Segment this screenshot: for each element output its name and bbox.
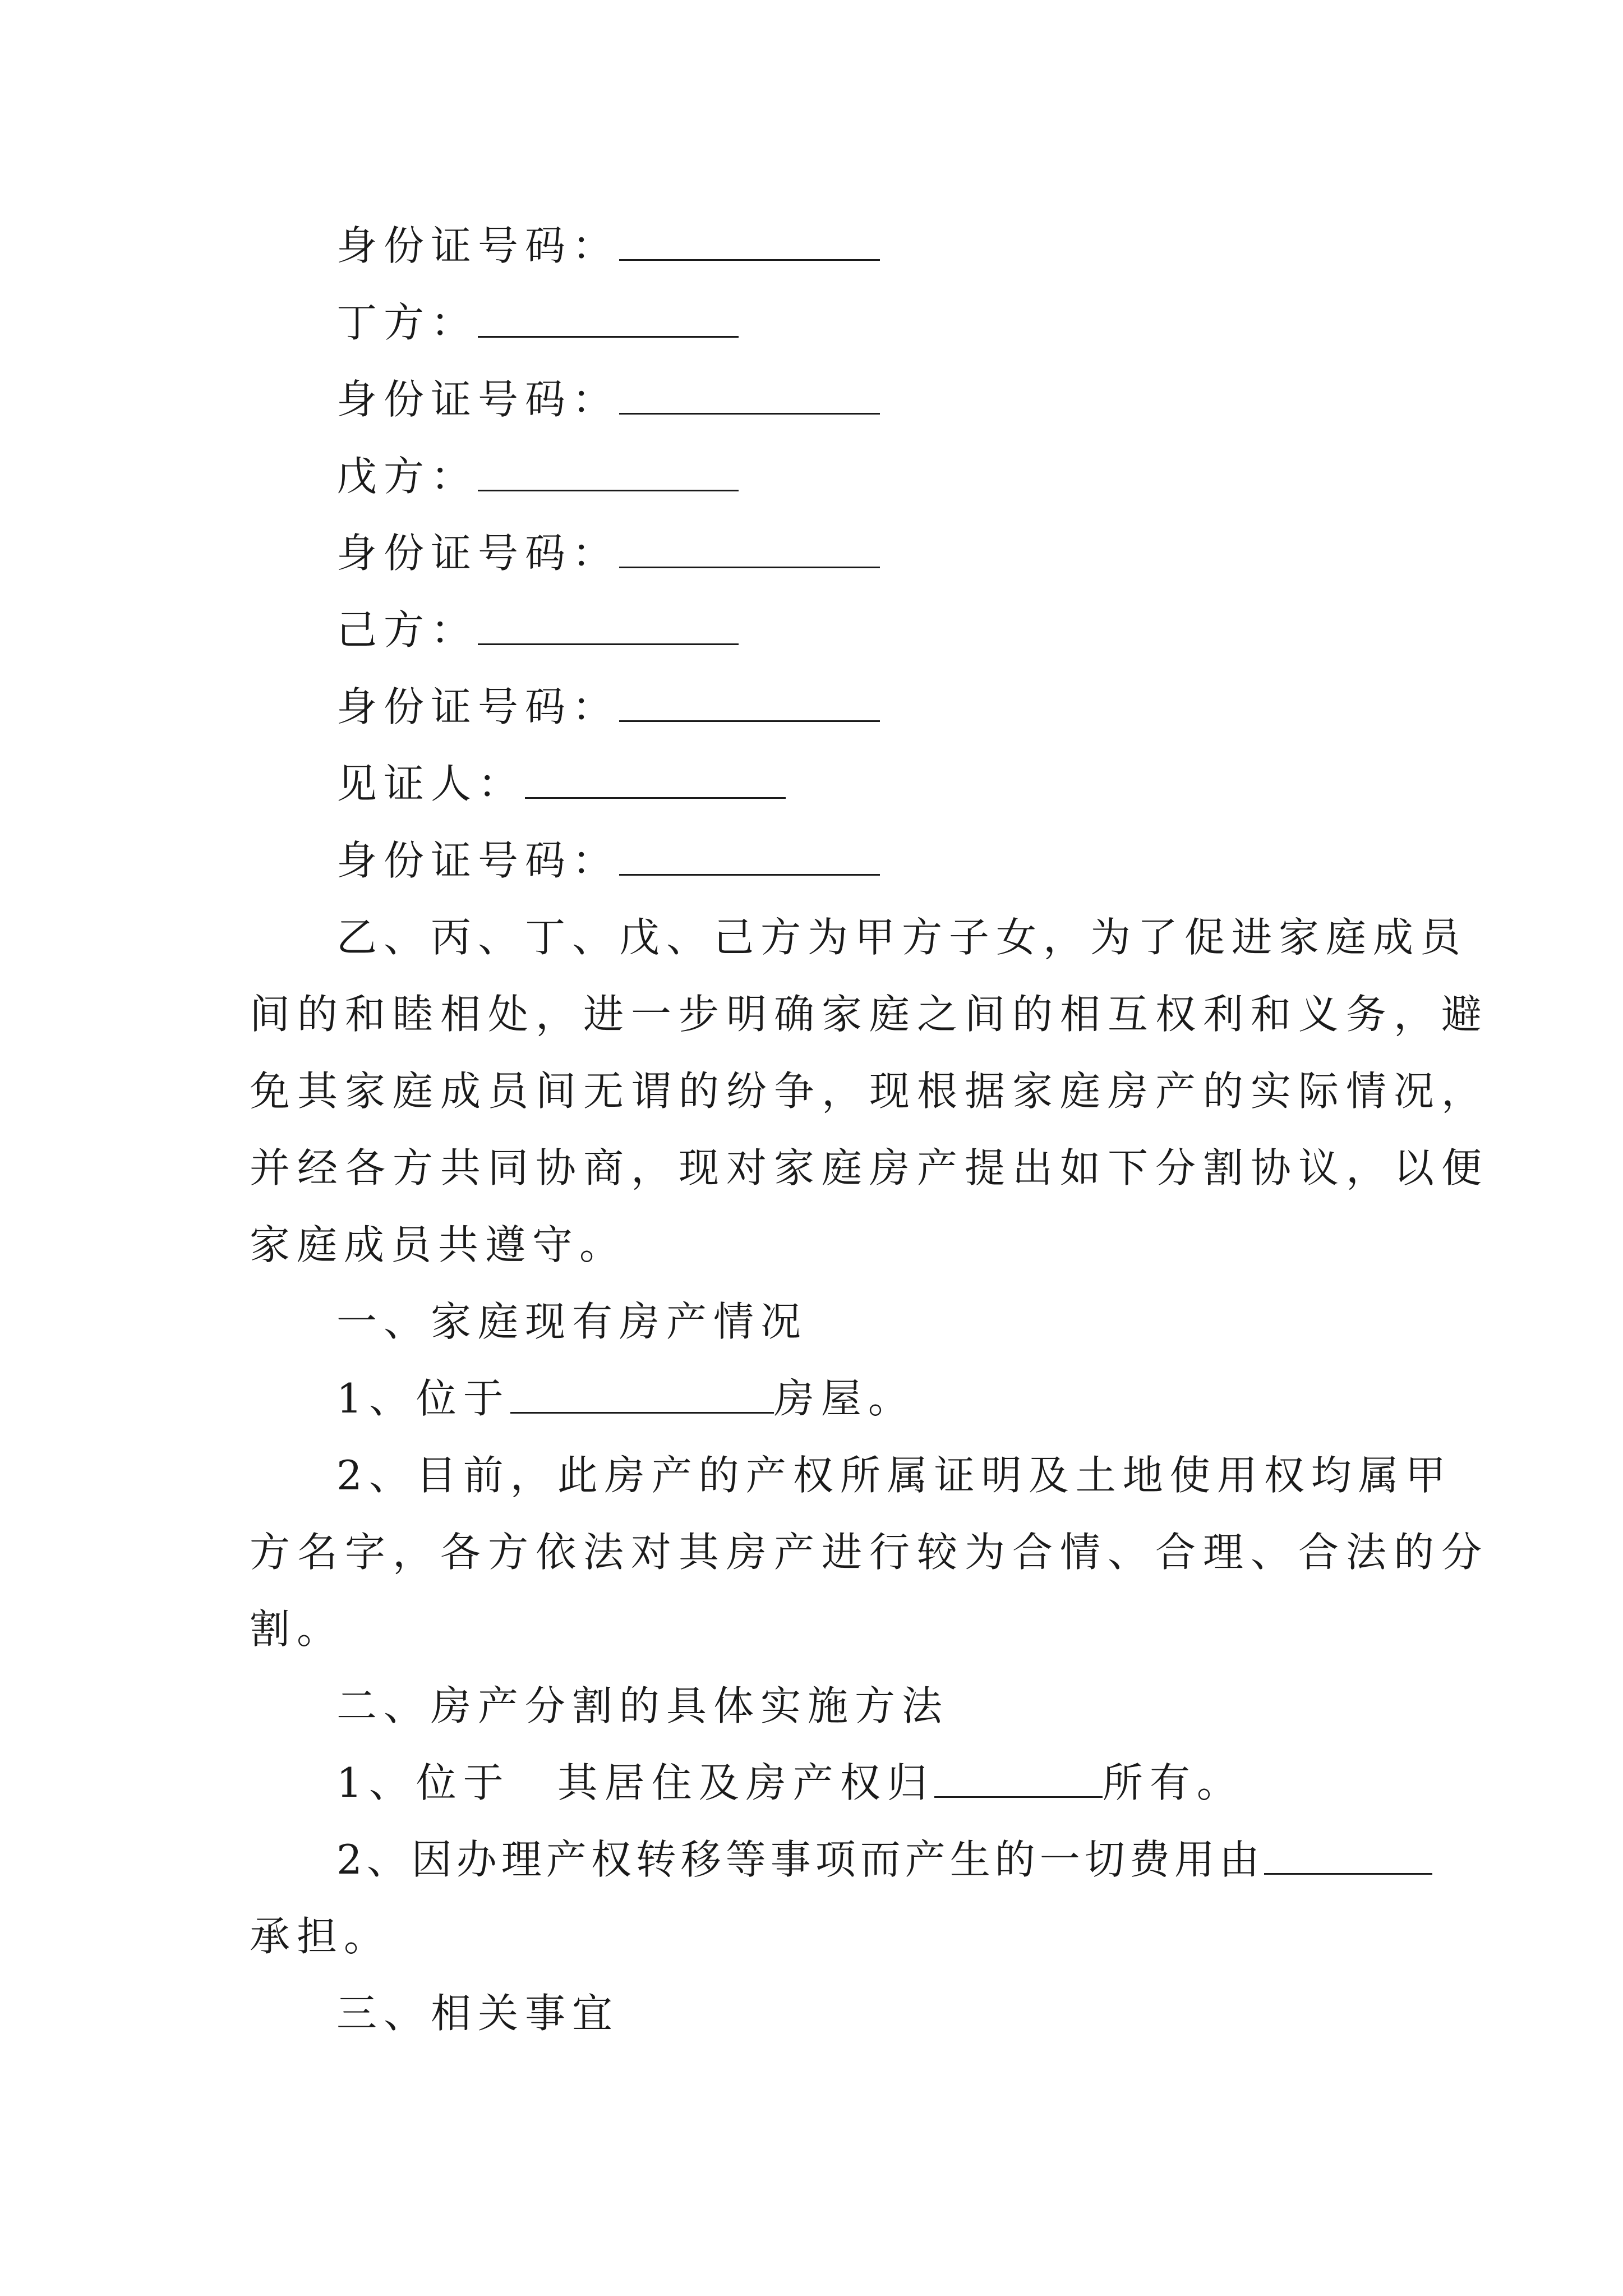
field-label: 身份证号码： — [336, 376, 620, 423]
item-text: 1、位于 其居住及房产权归 — [336, 1759, 934, 1806]
blank-line — [619, 679, 880, 722]
section-1-item-2-line-3: 割。 — [250, 1605, 344, 1653]
preamble-line-4: 并经各方共同协商，现对家庭房产提出如下分割协议，以便 — [250, 1144, 1490, 1191]
section-3-heading: 三、相关事宜 — [336, 1990, 620, 2037]
field-label: 丁方： — [336, 299, 478, 346]
blank-line — [619, 832, 880, 876]
section-2-item-2 — [336, 1832, 1432, 1888]
blank-line — [619, 371, 880, 415]
section-1-item-2-line-2: 方名字，各方依法对其房产进行较为合情、合理、合法的分 — [250, 1529, 1490, 1576]
item-text: 房屋。 — [773, 1375, 915, 1422]
field-label: 见证人： — [336, 760, 525, 807]
section-2-heading: 二、房产分割的具体实施方法 — [336, 1682, 949, 1729]
section-1-item-2-line-1: 2、目前，此房产的产权所属证明及土地使用权均属甲 — [336, 1452, 1453, 1499]
section-1-item-1 — [336, 1370, 915, 1427]
field-label: 身份证号码： — [336, 222, 620, 269]
witness-field — [336, 756, 786, 812]
blank-line — [478, 295, 739, 338]
id-number-field-2 — [336, 371, 880, 427]
blank-line — [619, 525, 880, 568]
field-label: 身份证号码： — [336, 683, 620, 730]
blank-line — [619, 218, 880, 261]
section-1-heading: 一、家庭现有房产情况 — [336, 1298, 808, 1345]
blank-line — [934, 1755, 1103, 1798]
item-text: 2、因办理产权转移等事项而产生的一切费用由 — [336, 1836, 1264, 1883]
id-number-field-4 — [336, 679, 880, 735]
blank-line — [1264, 1832, 1432, 1875]
preamble-line-5: 家庭成员共遵守。 — [250, 1221, 627, 1268]
preamble-line-1: 乙、丙、丁、戊、己方为甲方子女，为了促进家庭成员 — [336, 914, 1468, 961]
field-label: 戊方： — [336, 453, 478, 500]
blank-line — [510, 1370, 774, 1414]
id-number-field-3 — [336, 525, 880, 581]
section-2-item-2-continued: 承担。 — [250, 1913, 391, 1960]
field-label: 己方： — [336, 606, 478, 654]
item-text: 所有。 — [1102, 1759, 1244, 1806]
party-ji-field — [336, 602, 739, 658]
id-number-field-1 — [336, 218, 880, 274]
preamble-line-3: 免其家庭成员间无谓的纷争，现根据家庭房产的实际情况， — [250, 1068, 1490, 1115]
blank-line — [525, 756, 786, 799]
field-label: 身份证号码： — [336, 837, 620, 884]
party-ding-field — [336, 295, 739, 351]
section-2-item-1 — [336, 1755, 1244, 1811]
field-label: 身份证号码： — [336, 530, 620, 577]
item-text: 1、位于 — [336, 1375, 510, 1422]
id-number-field-5 — [336, 832, 880, 889]
party-wu-field — [336, 448, 739, 504]
preamble-line-2: 间的和睦相处，进一步明确家庭之间的相互权利和义务，避 — [250, 991, 1490, 1038]
blank-line — [478, 448, 739, 491]
blank-line — [478, 602, 739, 645]
